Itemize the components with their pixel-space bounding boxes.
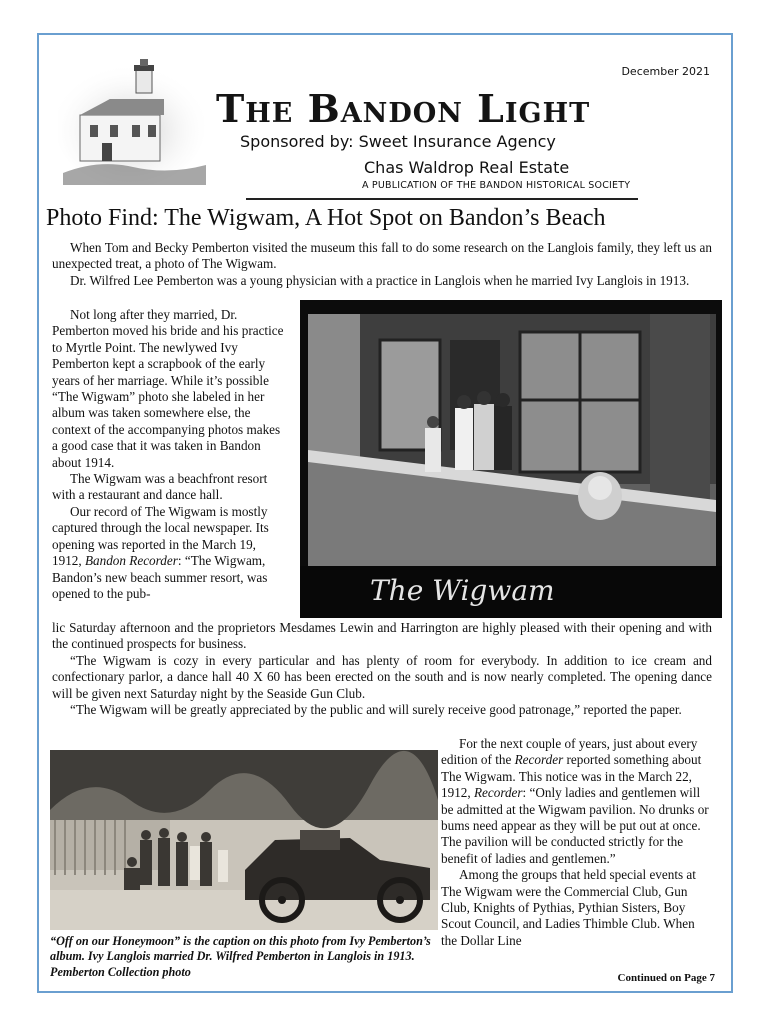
article-continuation — [52, 620, 712, 718]
paragraph: “The Wigwam is cozy in every particular and has plenty of room for everybody. In addition to ice cream and confectionary parlor, a dance hall 40 X 60 has been erected on the south and is now nearly completed. The opening dance will be given next Saturday night by the Seaside Gun Club. — [52, 652, 712, 701]
issue-date: December 2021 — [621, 65, 710, 78]
newsletter-title: The Bandon Light — [216, 86, 591, 131]
text-span: reported something about The Wigwam. This notice was in the March 22, 1912, — [441, 752, 702, 801]
paragraph: lic Saturday afternoon and the proprietors Mesdames Lewin and Harrington are highly pleased with their opening and with the continued prospects for business. — [52, 620, 712, 652]
paragraph — [52, 504, 288, 602]
wigwam-photo — [300, 300, 722, 618]
newspaper-title: Bandon Recorder — [84, 553, 178, 569]
wigwam-handwritten-label: The Wigwam — [370, 574, 555, 607]
paragraph: Among the groups that held special events at The Wigwam were the Commercial Club, Gun Club, Knights of Pythias, Pythian Sisters, Boy Scout Council, and Ladies Thimble Club. When the Dollar Line — [441, 867, 696, 948]
article-headline: Photo Find: The Wigwam, A Hot Spot on Bandon’s Beach — [46, 205, 606, 231]
newspaper-title: Recorder — [473, 785, 523, 801]
text-span: : “The Wigwam, Bandon’s new beach summer resort, was opened to the pub- — [52, 553, 268, 601]
lighthouse-logo — [58, 55, 208, 185]
article-intro — [52, 240, 712, 289]
paragraph: Dr. Wilfred Lee Pemberton was a young physician with a practice in Langlois when he married Ivy Langlois in 1913. — [70, 272, 690, 288]
article-left-column — [52, 307, 288, 602]
text-span: For the next couple of years, just about every edition of the — [441, 736, 698, 768]
paragraph: Not long after they married, Dr. Pemberton moved his bride and his practice to Myrtle Point. The newlywed Ivy Pemberton kept a scrapbook of the early years of her marriage. While it’s possible “The Wigwam” photo she labeled in her album was taken somewhere else, the context of the accompanying photos makes a good case that it was taken in Bandon about 1914. — [52, 307, 284, 470]
header-rule — [246, 198, 638, 200]
paragraph: The Wigwam was a beachfront resort with a restaurant and dance hall. — [52, 471, 268, 503]
paragraph: When Tom and Becky Pemberton visited the museum this fall to do some research on the Langlois family, they left us an unexpected treat, a photo of The Wigwam. — [52, 240, 712, 272]
continued-notice: Continued on Page 7 — [617, 972, 715, 984]
sponsor-line-1: Sponsored by: Sweet Insurance Agency — [240, 132, 556, 151]
honeymoon-photo-image — [50, 750, 438, 930]
newspaper-title: Recorder — [514, 752, 564, 768]
wigwam-photo-image — [300, 300, 722, 618]
publication-line: A PUBLICATION OF THE BANDON HISTORICAL SOCIETY — [362, 180, 631, 191]
article-right-column — [441, 736, 711, 949]
text-span: Our record of The Wigwam is mostly captured through the local newspaper. Its opening was reported in the March 19, 1912, — [52, 503, 269, 569]
paragraph — [441, 736, 711, 867]
paragraph: “The Wigwam will be greatly appreciated by the public and will surely receive good patronage,” reported the paper. — [70, 702, 682, 718]
text-span: : “Only ladies and gentlemen will be admitted at the Wigwam pavilion. No drunks or bums need appear as they will be put out at once. The pavilion will be conducted strictly for the benefit of ladies and gentlemen.” — [441, 785, 709, 866]
photo-caption: “Off on our Honeymoon” is the caption on this photo from Ivy Pemberton’s album. Ivy Langlois married Dr. Wilfred Pemberton in Langlois in 1913. Pemberton Collection photo — [50, 934, 431, 979]
honeymoon-photo — [50, 750, 438, 930]
sponsor-line-2: Chas Waldrop Real Estate — [364, 158, 570, 177]
